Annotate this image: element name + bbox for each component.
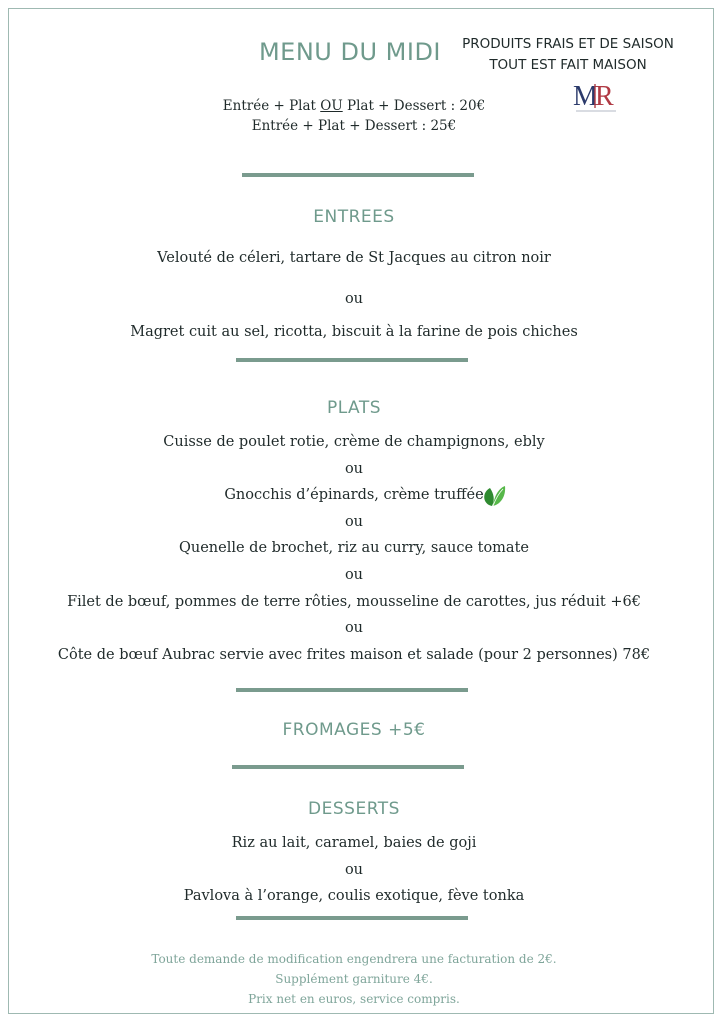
divider <box>236 688 468 692</box>
tagline-line-1: PRODUITS FRAIS ET DE SAISON <box>462 36 674 52</box>
formula-1-ou: OU <box>320 98 343 114</box>
entree-item-2: Magret cuit au sel, ricotta, biscuit à la farine de pois chiches <box>130 324 578 340</box>
formula-1-end: Plat + Dessert : 20€ <box>342 98 486 114</box>
entree-item-1: Velouté de céleri, tartare de St Jacques au citron noir <box>157 250 551 266</box>
footer-line-3: Prix net en euros, service compris. <box>248 992 460 1006</box>
footer-line-1: Toute demande de modification engendrera une facturation de 2€. <box>151 952 557 966</box>
leaf-icon <box>480 482 506 508</box>
plat-item-4: Filet de bœuf, pommes de terre rôties, mousseline de carottes, jus réduit +6€ <box>67 594 641 610</box>
dessert-separator: ou <box>344 862 364 878</box>
tagline <box>448 34 688 76</box>
footer-line-2: Supplément garniture 4€. <box>275 972 433 986</box>
section-heading-desserts: DESSERTS <box>308 799 400 819</box>
formula-1 <box>0 98 708 114</box>
tagline-line-2: TOUT EST FAIT MAISON <box>489 57 647 73</box>
logo-letter-r: R <box>595 81 614 112</box>
divider <box>232 765 464 769</box>
divider <box>236 916 468 920</box>
plat-separator: ou <box>344 461 364 477</box>
dessert-item-1: Riz au lait, caramel, baies de goji <box>231 835 477 851</box>
menu-title: MENU DU MIDI <box>258 38 442 66</box>
logo-letter-m: M <box>573 81 598 112</box>
section-heading-fromages: FROMAGES +5€ <box>282 720 426 740</box>
divider <box>242 173 474 177</box>
plat-separator: ou <box>344 514 364 530</box>
section-heading-entrees: ENTREES <box>313 207 395 227</box>
plat-separator: ou <box>344 567 364 583</box>
section-heading-plats: PLATS <box>326 398 382 418</box>
dessert-item-2: Pavlova à l’orange, coulis exotique, fève tonka <box>183 888 525 904</box>
divider <box>236 358 468 362</box>
plat-item-2: Gnocchis d’épinards, crème truffée <box>224 487 484 503</box>
plat-item-3: Quenelle de brochet, riz au curry, sauce tomate <box>178 540 529 556</box>
plat-separator: ou <box>344 620 364 636</box>
formula-1-start: Entrée + Plat <box>222 98 321 114</box>
entree-separator: ou <box>344 291 364 307</box>
plat-item-5: Côte de bœuf Aubrac servie avec frites maison et salade (pour 2 personnes) 78€ <box>57 647 651 663</box>
plat-item-1: Cuisse de poulet rotie, crème de champignons, ebly <box>163 434 545 450</box>
formula-2: Entrée + Plat + Dessert : 25€ <box>251 118 457 134</box>
